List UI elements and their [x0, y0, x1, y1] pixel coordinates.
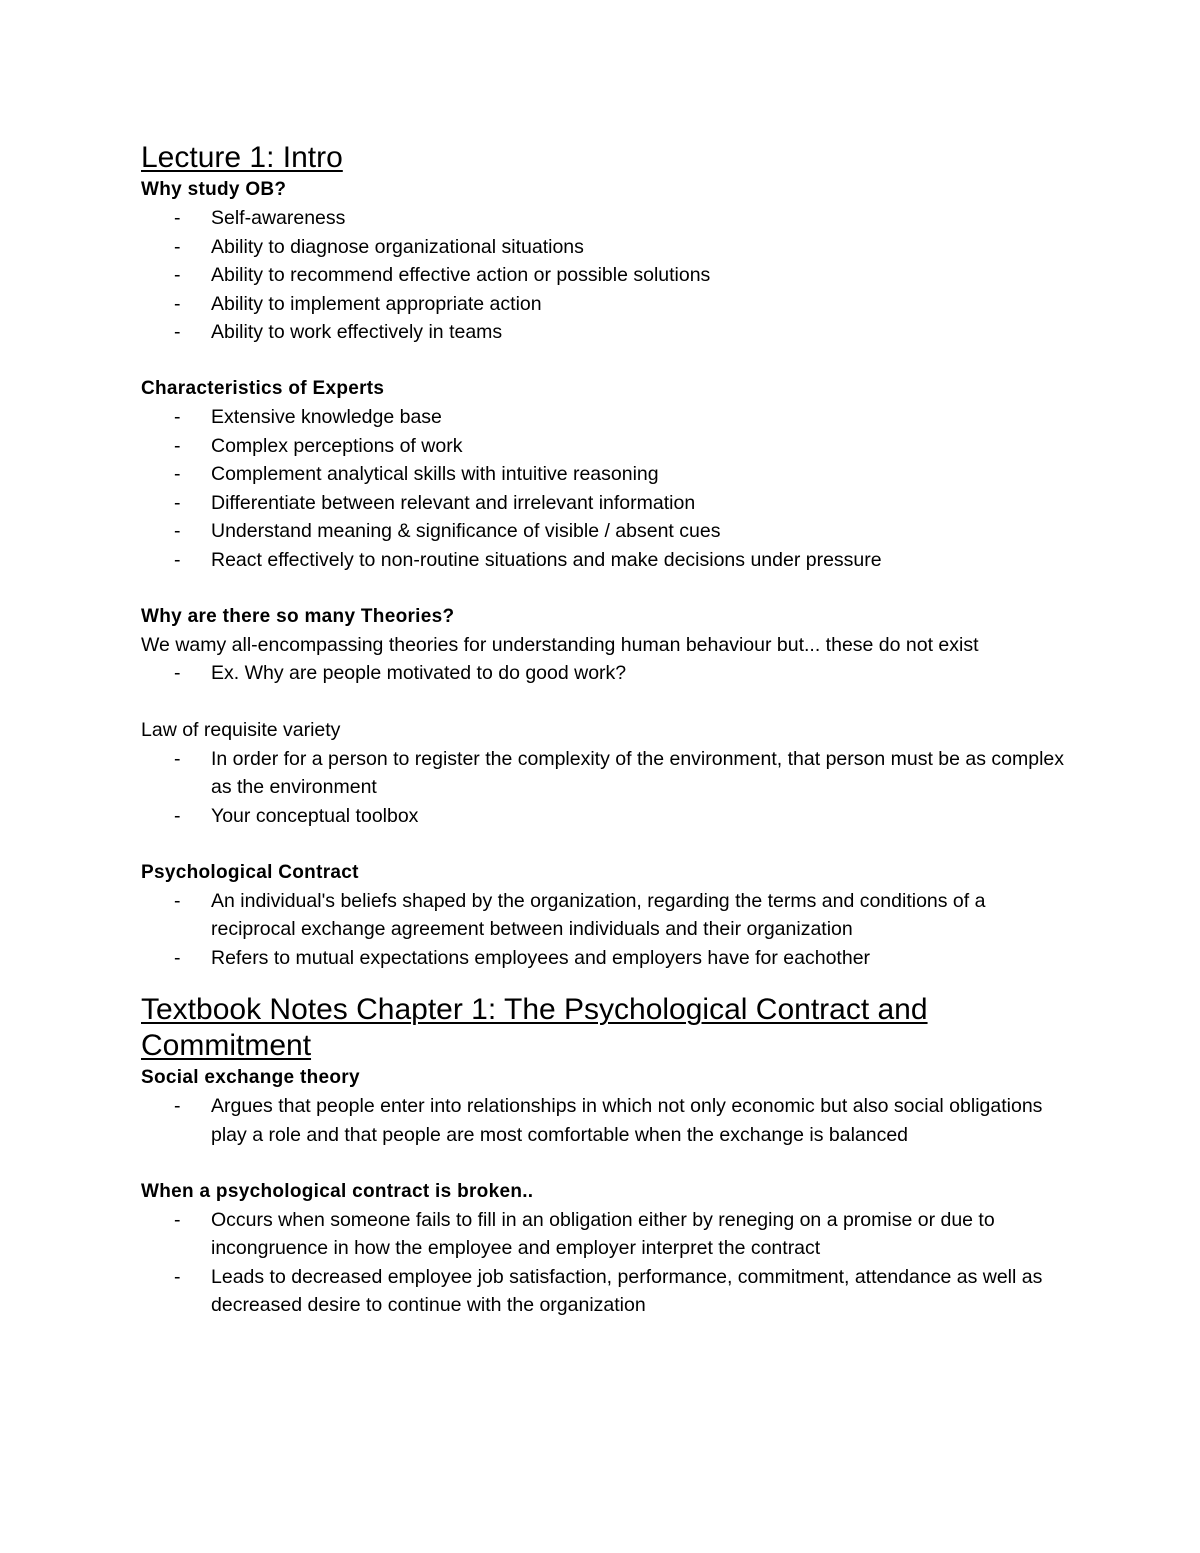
broken-heading: When a psychological contract is broken.. [141, 1180, 534, 1202]
bullet-dash: - [174, 292, 181, 315]
why-study-list [141, 204, 1071, 347]
bullet-dash: - [174, 804, 181, 827]
list-item: - Your conceptual toolbox [141, 802, 1071, 831]
requisite-label: Law of requisite variety [141, 719, 341, 741]
bullet-dash: - [174, 548, 181, 571]
list-item: - Argues that people enter into relationships in which not only economic but also social obligations play a role and that people are most comfortable when the exchange is balanced [141, 1092, 1071, 1149]
list-item: - Ex. Why are people motivated to do good work? [141, 659, 1071, 688]
broken-list [141, 1206, 1071, 1320]
contract-list [141, 887, 1071, 973]
list-item: - Ability to implement appropriate action [141, 290, 1071, 319]
list-item: - Ability to recommend effective action or possible solutions [141, 261, 1071, 290]
social-heading: Social exchange theory [141, 1067, 360, 1088]
bullet-dash: - [174, 406, 181, 428]
experts-heading: Characteristics of Experts [141, 378, 385, 399]
bullet-dash: - [174, 235, 181, 258]
list-item: - Refers to mutual expectations employees and employers have for eachother [141, 944, 1071, 973]
list-item: - React effectively to non-routine situations and make decisions under pressure [141, 546, 1071, 575]
list-item: - An individual's beliefs shaped by the organization, regarding the terms and conditions of a reciprocal exchange agreement between individuals and their organization [141, 887, 1071, 944]
bullet-dash: - [174, 1208, 181, 1231]
list-item: - Extensive knowledge base [141, 403, 1071, 432]
list-item: - Ability to work effectively in teams [141, 318, 1071, 347]
why-study-heading: Why study OB? [141, 179, 287, 200]
bullet-dash: - [174, 463, 181, 485]
list-item: - Leads to decreased employee job satisfaction, performance, commitment, attendance as well as decreased desire to continue with the organization [141, 1263, 1071, 1320]
list-item: - Self-awareness [141, 204, 1071, 233]
list-item: - Complement analytical skills with intuitive reasoning [141, 460, 1071, 489]
bullet-dash: - [174, 1265, 181, 1288]
experts-list [141, 403, 1071, 574]
bullet-dash: - [174, 434, 181, 457]
bullet-dash: - [174, 264, 181, 286]
bullet-dash: - [174, 1095, 181, 1117]
theories-paragraph: We wamy all-encompassing theories for understanding human behaviour but... these do not exist [141, 633, 979, 656]
list-item: - Complex perceptions of work [141, 432, 1071, 461]
bullet-dash: - [174, 321, 181, 343]
list-item: - Ability to diagnose organizational situations [141, 233, 1071, 262]
textbook-title: Textbook Notes Chapter 1: The Psychological Contract and Commitment [141, 993, 928, 1062]
list-item: - Occurs when someone fails to fill in an obligation either by reneging on a promise or due to incongruence in how the employee and employer interpret the contract [141, 1206, 1071, 1263]
requisite-list [141, 745, 1071, 831]
social-list [141, 1092, 1071, 1149]
bullet-dash: - [174, 207, 181, 229]
bullet-dash: - [174, 520, 181, 542]
document-page [141, 140, 1071, 1320]
contract-heading: Psychological Contract [141, 861, 359, 883]
bullet-dash: - [174, 946, 181, 969]
bullet-dash: - [174, 889, 181, 912]
list-item: - Understand meaning & significance of visible / absent cues [141, 517, 1071, 546]
list-item: - Differentiate between relevant and irrelevant information [141, 489, 1071, 518]
theories-list [141, 659, 1071, 688]
lecture-title: Lecture 1: Intro [141, 141, 343, 174]
bullet-dash: - [174, 662, 181, 684]
theories-heading: Why are there so many Theories? [141, 605, 455, 627]
list-item: - In order for a person to register the complexity of the environment, that person must be as complex as the environment [141, 745, 1071, 802]
bullet-dash: - [174, 491, 181, 514]
bullet-dash: - [174, 747, 181, 770]
